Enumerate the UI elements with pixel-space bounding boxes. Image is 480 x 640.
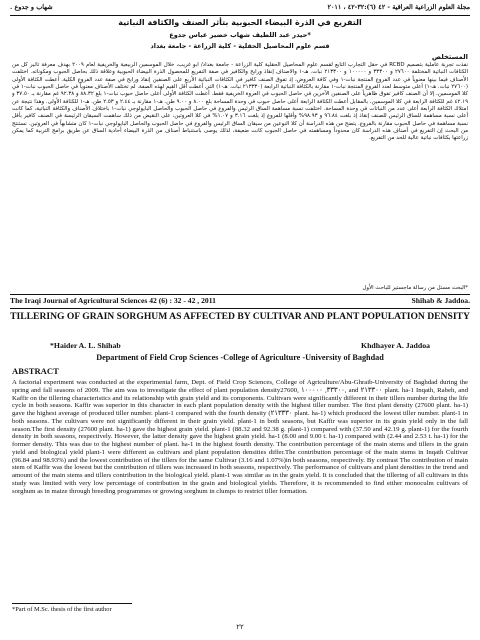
english-authors: [50, 341, 430, 353]
footnote-rule: [12, 603, 132, 604]
english-abstract-heading: ABSTRACT: [12, 366, 59, 376]
english-department: Department of Field Crop Sciences -College of Agriculture -University of Baghdad: [96, 353, 384, 362]
section-rule: [10, 294, 470, 295]
arabic-running-header: [10, 3, 470, 15]
first-author: *Haider A. L. Shihab: [50, 341, 121, 350]
english-header-authors: Shihab & Jaddoa.: [411, 296, 470, 305]
arabic-title: التفريع في الذرة البيضاء الحبوبية بتأثر الصنف والكثافة النباتية: [118, 18, 362, 27]
english-header-journal: The Iraqi Journal of Agricultural Sciences 42 (6) : 32 - 42 , 2011: [10, 296, 216, 305]
arabic-header-authors: شهاب و جدوع .: [10, 3, 53, 11]
header-rule: [10, 15, 470, 16]
arabic-department: قسم علوم المحاصيل الحقلية - كلية الزراعة - جامعة بغداد: [150, 42, 330, 50]
second-author: Khdhayer A. Jaddoa: [361, 341, 430, 350]
arabic-header-journal: مجلة العلوم الزراعية العراقية - ٤٢ (٦):٣٢-٤٢ ، ٢٠١١: [327, 3, 470, 11]
english-title: TILLERING OF GRAIN SORGHUM AS AFFECTED BY CULTIVAR AND PLANT POPULATION DENSITY: [10, 311, 470, 322]
arabic-abstract-heading: المستخلص: [431, 53, 468, 61]
arabic-footnote: *البحث مستل من رسالة ماجستير للباحث الأول: [362, 285, 468, 291]
arabic-authors: *حيدر عبد اللطيف شهاب خضير عباس جدوع: [169, 31, 311, 39]
english-abstract-body: A factorial experiment was conducted at the experimental farm, Dept. of Field Crop Sciences, College of Agriculture/Abu-Ghraib-University of Baghdad during the spring and fall seasons of 2009. The aim was to investigate the effect of plant population density27600, ٣٣٣٠٠, ١٠٠٠٠٠, and ٢١٣٣٠٠ plant. ha-1 Inqath, Rabeh, and Kaffir on the tillering characteristics and its relationship with grain yield and its components. Cultivars were significantly different in their tillers number during the life cycle in both seasons. Kaffir was superior in this character in each plant population density with the highest tiller number. The first plant density (27600 plant. ha-1) gave the highest average of produced tiller number. plant-1 compared with the fourth density (٢١٣٣٣٠ plant. ha-1) which produced the lowest tiller number. plant-1 in both seasons. The cultivars were not significantly different in their grain yield. plant-1 in both seasons, but Kaffir was superior in its grain yield only in the fall season.The first density (27600 plant. ha-1) gave the highest grain yield. plant-1 (88.32 and 92.38 g. plant-1) compared with (37.50 and 42.19 g. plant-1) for the fourth density in both seasons, respectively. However, the latter density gave the highest grain yield. ha-1 (8.00 and 9.00 t. ha-1) compared with (2.44 and 2.53 t. ha-1) for the former density. This was due to the highest number of plant. ha-1 in the highest fourth density. The contribution percentage of the main stems and tillers in the grain yield and biological yield plant-1 were different as cultivars and plant population densities differ.The contribution percentage of the main stems in Inqath Cultivar (96.84 and 98.93%) and the lowest contribution of the tillers for the same Cultivar (3.16 and 1.07%)in both seasons, respectively. By contrast The contribution of main stem of Kaffir was the lowest but the contribution of tillers was increased in both seasons, respectively. The performance of cultivars and plant densities in the trend and amount of the main stems and tillers contribution in the biological yield. plant-1 was similar as in the grain yield. It is concluded that the tillering of all cultivars in this study was limited with very low percentage of contribution in the grain and biological yields. Therefore, it is recommended to find either monoculm cultivars of sorghum as in maize through breeding programmes or growing sorghum in clumps to restrict tiller formation.: [12, 379, 468, 495]
page-number: ٢٢: [236, 623, 244, 631]
english-footnote: *Part of M.Sc. thesis of the first author: [12, 606, 112, 613]
english-running-header: [10, 296, 470, 308]
english-header-rule: [10, 308, 470, 309]
arabic-abstract-body: نفذت تجربة عاملية بتصميم RCBD في حقل التجارب التابع لقسم علوم المحاصيل الحقلية كلية الزراعة - جامعة بغداد/ ابو غريب، خلال الموسمين الربيعية والخريفية لعام ٢٠٠٩ بهدف معرفة تأثير كل من الكثافات النباتية المختلفة ٢٧٦٠٠ و ٣٣٣٠٠ و ١٠٠٠٠٠ و ٢١٣٣٠٠ نبات. هـ-١ والاصناف إنقاذ ورابح والكافير في صفة التفريع للمحصول الذرة البيضاء الحبوبية وعلاقة ذلك بحاصل الحبوب ومكوناته. اختلفت الأصناف فيما بينها معنوياً في عدد الفروع المنتجة نبات-١ وفي كافة العروض، إذ تفوق الصنف كافير في الكثافات النباتية الأربع على الصنفين إنقاذ ورابح في صفة عدد الفروع الكلية. أعطت الكثافة الأولى (٢٧٦٠٠ نبات. هـ-١) أعلى متوسط لعدد الفروع المنتجة نبات-١ مقارنة بالكثافة النباتية الرابعة (٢١٣٣٣٠ نبات. هـ-١) التي أعطت أقل القيم لهذه الصفة. لم تختلف الأصناف معنوياً في حاصل الحبوب نبات-١ في كلا الموسمين، إلا أن الصنف كافير تفوق ظاهرياً على الصنفين الآخرين في حاصل الحبوب في العروة الخريفية فقط. أعطت الكثافة الأولى أعلى حاصل حبوب نبات-١ بلغ ٨٨.٣٢ و ٩٢.٣٨ غم مقارنة بـ ٣٧.٥٠ و ٤٢.١٩ غم للكثافة الرابعة في كلا الموسمين، بالمقابل أعطت الكثافة الرابعة أعلى حاصل حبوب في وحدة المساحة بلغ ٨.٠٠ و ٩.٠٠ طن. هـ-١ مقارنة بـ ٢.٤٤ و ٢.٥٣ طن. هـ-١ للكثافة الأولى. وهذا نتيجة عن امتلاك الكثافة الرابعة أعلى عدد من النباتات في وحدة المساحة. اختلفت نسبة مساهمة الساق الرئيس والفروع في حاصل الحبوب والحاصل البايولوجي نبات-١ باختلاف الأصناف والكثافة النباتية، كما كانت أعلى نسبة مساهمة للساق الرئيس للصنف إنقاذ إذ بلغت ٩٦.٨٤ و ٩٨.٩٣% وأقلها للفروع إذ بلغت ٣.١٦ و ١.٠٧% في كلا العروتين، على النقيض من ذلك ساهمت السيقان الرئيسة في الصنف كافير بأقل نسبة مساهمة في حاصل الحبوب مقارنة بالفروع. يتضح من هذه الدراسة أن كلا النوعين من سيقان الساق الرئيس والفروع في حاصل الحبوب والحاصل البايولوجي نبات-١ كان متشابهاً في العروتين. نستنتج من البحث إن التفريع في أصناف هذه الدراسة كان محدوداً ومساهمته في حاصل الحبوب كانت ضعيفة، لذلك يوصى باستنباط أصناف من الذرة البيضاء أحادية الساق عن طريق برامج التربية كما يمكن زراعتها بكثافات نباتية عالية للحد من التفريع.: [12, 62, 468, 142]
